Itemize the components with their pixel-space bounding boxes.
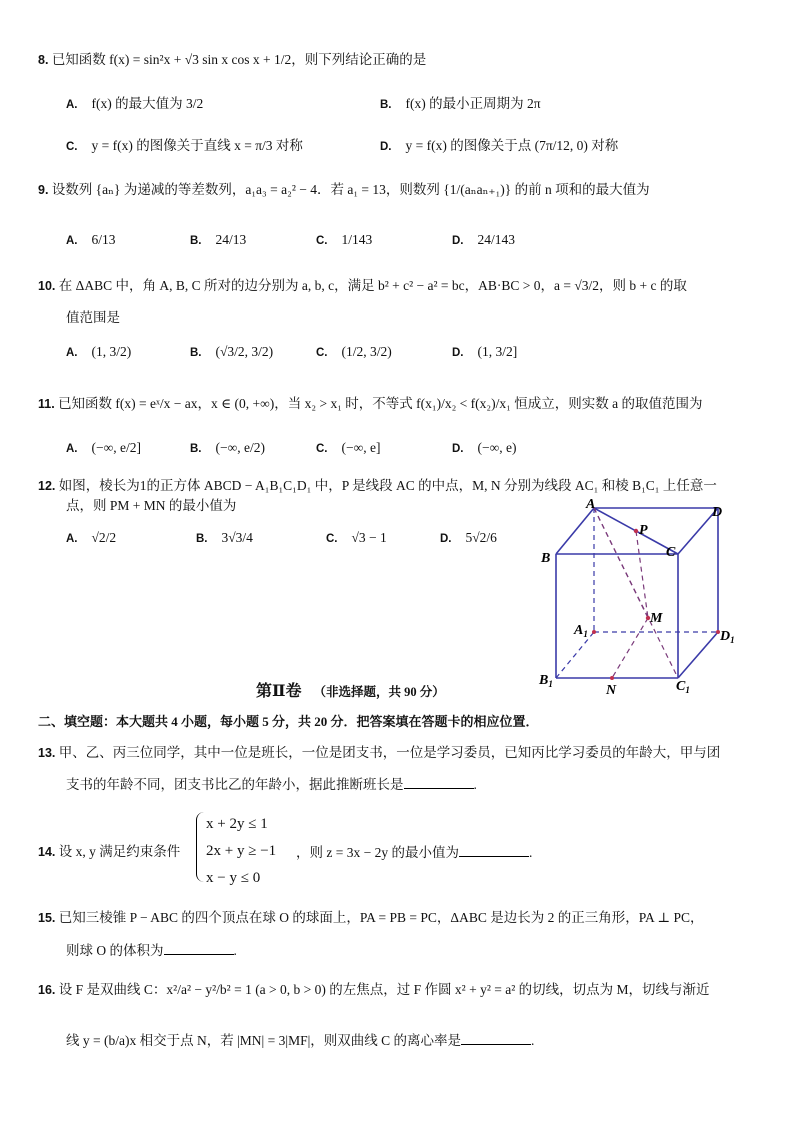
q10-option-b: B. (√3/2, 3/2): [190, 344, 274, 359]
q16-line2: 线 y = (b/a)x 相交于点 N，若 |MN| = 3|MF|，则双曲线 C 的离心率是 .: [66, 1033, 535, 1048]
q15-line2: 则球 O 的体积为 .: [66, 943, 237, 958]
label-b1: $B_1$: [539, 673, 553, 689]
q14-constraint-2: 2x + y ≥ −1: [206, 843, 277, 859]
q13-line2: 支书的年龄不同，团支书比乙的年龄小，据此推断班长是 .: [66, 777, 477, 792]
q10-stem-line2: 值范围是: [66, 310, 120, 325]
label-b: B: [541, 551, 551, 566]
label-p: P: [639, 523, 648, 538]
q12-option-d: D. 5√2/6: [440, 530, 497, 545]
q8-option-c: C. y = f(x) 的图像关于直线 x = π/3 对称: [66, 138, 303, 153]
q8-option-a: A. f(x) 的最大值为 3/2: [66, 96, 204, 111]
q14-constraint-3: x − y ≤ 0: [206, 870, 261, 886]
q9-option-c: C. 1/143: [316, 232, 373, 247]
q16-answer-blank[interactable]: [461, 1032, 531, 1045]
q14-suffix: ，则 z = 3x − 2y 的最小值为 .: [296, 845, 533, 860]
q10-option-d: D. (1, 3/2]: [452, 344, 518, 359]
q14-brace: [196, 812, 205, 882]
label-n: N: [606, 683, 617, 694]
q8-option-b: B. f(x) 的最小正周期为 2π: [380, 96, 541, 111]
q9-option-d: D. 24/143: [452, 232, 516, 247]
part2-heading: 第Ⅱ卷 （非选择题，共 90 分）: [256, 683, 445, 700]
q11-stem: 11. 已知函数 f(x) = eˣ/x − ax，x ∈ (0, +∞)，当 x₂ > x₁ 时，不等式 f(x₁)/x₂ < f(x₂)/x₁ 恒成立，则实数 a 的取值范围为: [38, 396, 703, 411]
label-a1: $A_1$: [574, 623, 588, 639]
q11-option-a: A. (−∞, e/2]: [66, 440, 141, 455]
q10-option-c: C. (1/2, 3/2): [316, 344, 392, 359]
edge-ab: [556, 508, 594, 554]
q12-option-b: B. 3√3/4: [196, 530, 253, 545]
q12-option-a: A. √2/2: [66, 530, 117, 545]
q8-stem: 8. 已知函数 f(x) = sin²x + √3 sin x cos x + 1/2，则下列结论正确的是: [38, 52, 427, 67]
q13-line1: 13. 甲、乙、丙三位同学，其中一位是班长，一位是团支书，一位是学习委员，已知丙比学习委员的年龄大，甲与团: [38, 745, 721, 760]
point-p: [634, 529, 638, 533]
label-c1: $C_1$: [676, 679, 690, 694]
q12-option-c: C. √3 − 1: [326, 530, 387, 545]
q11-option-c: C. (−∞, e]: [316, 440, 381, 455]
q14-answer-blank[interactable]: [459, 844, 529, 857]
cube-figure: [528, 498, 754, 694]
q16-line1: 16. 设 F 是双曲线 C：x²/a² − y²/b² = 1 (a > 0, b > 0) 的左焦点，过 F 作圆 x² + y² = a² 的切线，切点为 M，切线与渐近: [38, 982, 710, 997]
point-n: [610, 676, 614, 680]
point-a1: [592, 630, 596, 634]
segment-mn: [612, 618, 648, 678]
q14-prefix: 14. 设 x, y 满足约束条件: [38, 844, 181, 859]
q8-option-d: D. y = f(x) 的图像关于点 (7π/12, 0) 对称: [380, 138, 619, 153]
q15-answer-blank[interactable]: [164, 942, 234, 955]
q13-answer-blank[interactable]: [404, 776, 474, 789]
label-d1: $D_1$: [720, 629, 735, 645]
q12-stem-line2: 点，则 PM + MN 的最小值为: [66, 498, 237, 513]
label-a: A: [586, 498, 596, 512]
edge-b1a1-hidden: [556, 632, 594, 678]
edge-c1d1: [678, 632, 718, 678]
q11-option-d: D. (−∞, e): [452, 440, 517, 455]
q11-option-b: B. (−∞, e/2): [190, 440, 265, 455]
q9-option-a: A. 6/13: [66, 232, 116, 247]
q9-option-b: B. 24/13: [190, 232, 247, 247]
fill-section-header: 二、填空题：本大题共 4 小题，每小题 5 分，共 20 分．把答案填在答题卡的相应位置．: [38, 714, 539, 729]
label-c: C: [666, 545, 676, 560]
label-m: M: [650, 611, 663, 626]
q10-option-a: A. (1, 3/2): [66, 344, 132, 359]
q15-line1: 15. 已知三棱锥 P − ABC 的四个顶点在球 O 的球面上，PA = PB = PC，ΔABC 是边长为 2 的正三角形，PA ⊥ PC，: [38, 910, 704, 925]
q9-stem: 9. 设数列 {aₙ} 为递减的等差数列，a₁a₃ = a₂² − 4．若 a₁ = 13，则数列 {1/(aₙaₙ₊₁)} 的前 n 项和的最大值为: [38, 182, 650, 197]
q10-stem: 10. 在 ΔABC 中，角 A, B, C 所对的边分别为 a, b, c，满足 b² + c² − a² = bc，AB·BC > 0，a = √3/2，则 b + c 的取: [38, 278, 687, 293]
label-d: D: [712, 505, 723, 520]
q14-constraint-1: x + 2y ≤ 1: [206, 816, 268, 832]
q12-stem: 12. 如图，棱长为1的正方体 ABCD − A₁B₁C₁D₁ 中，P 是线段 AC 的中点，M, N 分别为线段 AC₁ 和棱 B₁C₁ 上任意一: [38, 478, 717, 493]
